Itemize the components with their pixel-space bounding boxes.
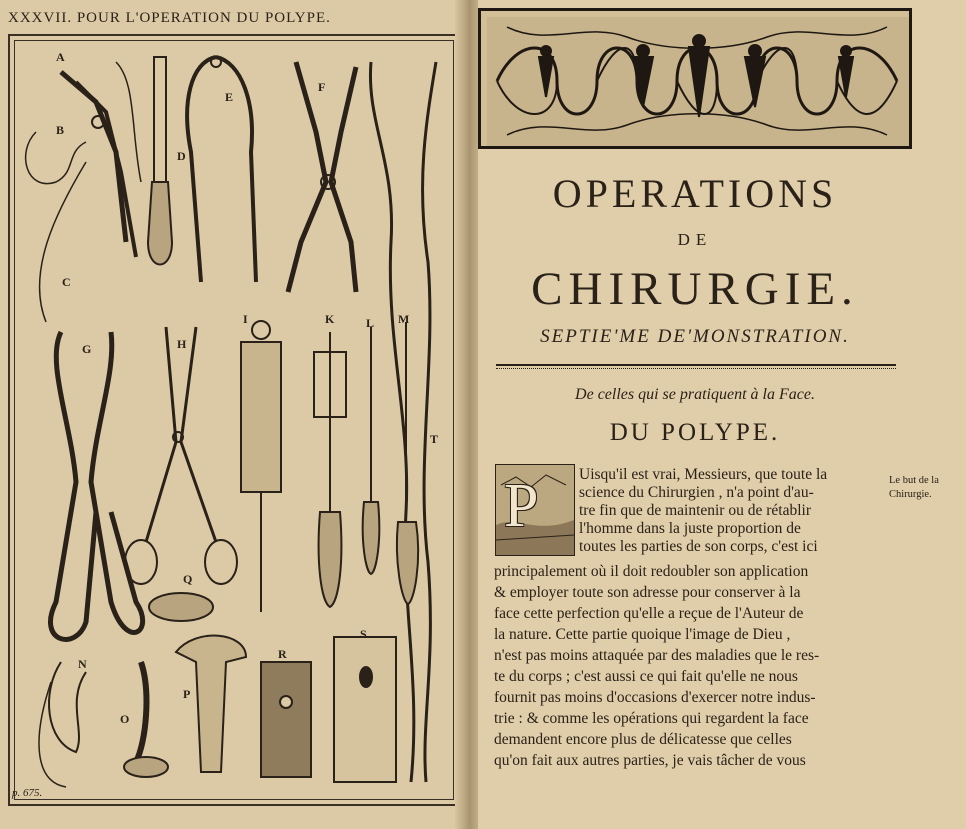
plate-letter-q: Q — [183, 572, 193, 586]
body-line: fournit pas moins d'occasions d'exercer notre indus- — [494, 689, 816, 706]
decorative-headpiece — [478, 8, 912, 149]
plate-header: XXXVII. POUR L'OPERATION DU POLYPE. — [8, 10, 331, 26]
body-line: qu'on fait aux autres parties, je vais tâcher de vous — [494, 752, 806, 769]
divider-rule-dotted — [496, 368, 896, 369]
margin-note-line: Le but de la — [889, 475, 939, 486]
section-heading: DU POLYPE. — [609, 419, 781, 446]
headpiece-ornament-icon — [487, 17, 909, 146]
plate-letter-a: A — [56, 50, 65, 64]
plate-letter-r: R — [278, 647, 287, 661]
body-line: te du corps ; c'est aussi ce qui fait qu'elle ne nous — [494, 668, 798, 685]
plate-letter-t: T — [430, 432, 439, 446]
body-line: la nature. Cette partie quoique l'image de Dieu , — [494, 626, 791, 643]
plate-letter-d: D — [177, 149, 186, 163]
main-title-line2: CHIRURGIE. — [531, 263, 859, 315]
body-line: trie : & comme les opérations qui regardent la face — [494, 710, 809, 727]
plate-letter-f: F — [318, 80, 326, 94]
surgical-instruments-engraving — [16, 42, 452, 798]
plate-letter-h: H — [177, 337, 187, 351]
drop-cap — [495, 464, 575, 556]
divider-rule — [496, 364, 896, 366]
plate-letter-k: K — [325, 312, 335, 326]
body-line: tre fin que de maintenir ou de rétablir — [579, 502, 811, 519]
plate-letter-s: S — [360, 627, 367, 641]
plate-letter-p: P — [183, 687, 191, 701]
body-line: Uisqu'il est vrai, Messieurs, que toute la — [579, 466, 828, 483]
plate-letter-g: G — [82, 342, 92, 356]
plate-letter-l: L — [366, 316, 375, 330]
left-page — [0, 0, 466, 829]
margin-note — [889, 474, 965, 502]
body-line: l'homme dans la juste proportion de — [579, 520, 801, 537]
body-line: face cette perfection qu'elle a reçue de l'Auteur de — [494, 605, 804, 622]
main-title-line1: OPERATIONS — [552, 171, 838, 216]
plate-letter-n: N — [78, 657, 87, 671]
body-line: & employer toute son adresse pour conserver à la — [494, 584, 801, 601]
body-line: science du Chirurgien , n'a point d'au- — [579, 484, 814, 501]
demonstration-subtitle: SEPTIE'ME DE'MONSTRATION. — [540, 326, 850, 347]
body-line: toutes les parties de son corps, c'est ici — [579, 538, 818, 555]
drop-cap-letter: P — [504, 472, 539, 540]
margin-note-line: Chirurgie. — [889, 489, 932, 500]
plate-letter-b: B — [56, 123, 65, 137]
section-title: De celles qui se pratiquent à la Face. — [575, 386, 815, 403]
body-line: demandent encore plus de délicatesse que celles — [494, 731, 792, 748]
plate-letter-o: O — [120, 712, 130, 726]
plate-letter-m: M — [398, 312, 410, 326]
main-title-de: DE — [677, 230, 713, 249]
body-line: principalement où il doit redoubler son application — [494, 563, 809, 580]
plate-page-number: p. 675. — [12, 787, 43, 799]
plate-letter-c: C — [62, 275, 71, 289]
plate-letter-i: I — [243, 312, 248, 326]
body-line: n'est pas moins attaquée par des maladies que le res- — [494, 647, 820, 664]
plate-letter-e: E — [225, 90, 234, 104]
